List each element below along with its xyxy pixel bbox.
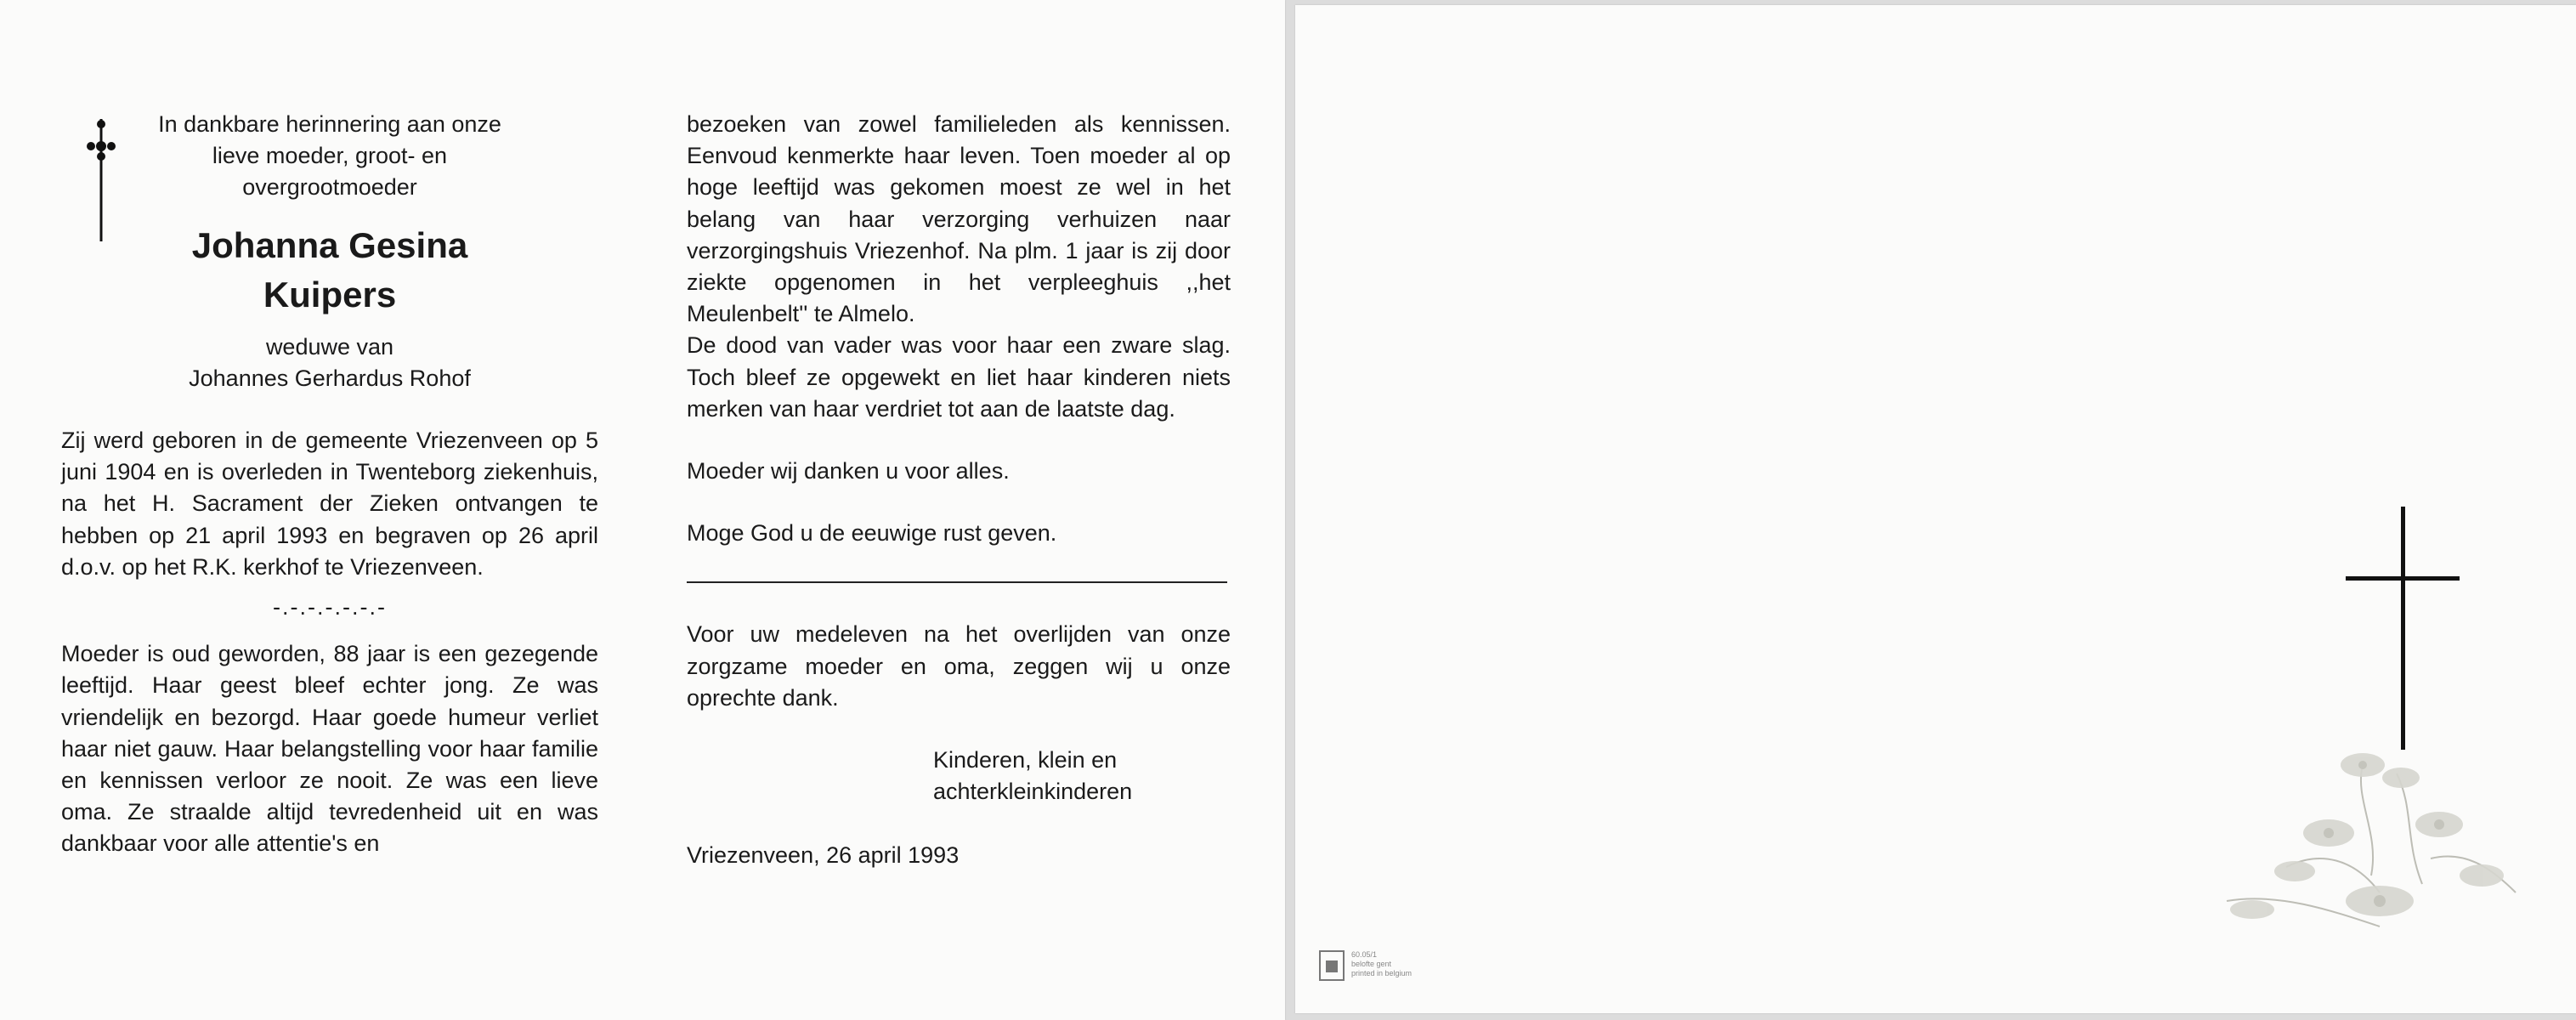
- flowers-illustration-icon: [2159, 731, 2533, 960]
- widow-info: [61, 332, 598, 394]
- deceased-name: [61, 221, 598, 320]
- printer-logo-icon: [1319, 950, 1345, 981]
- divider-line: [687, 581, 1227, 583]
- signature-line: achterkleinkinderen: [933, 779, 1133, 805]
- father-paragraph: De dood van vader was voor haar een zware slag. Toch bleef ze opgewekt en liet haar kinderen niets merken van haar verdriet tot aan de laatste dag.: [687, 332, 1231, 422]
- cross-icon: [2344, 505, 2463, 751]
- separator: -.-.-.-.-.-.-: [273, 594, 387, 620]
- printer-code: 60.05/1: [1351, 950, 1378, 959]
- memory-paragraph: Moeder is oud geworden, 88 jaar is een gezegende leeftijd. Haar geest bleef echter jong. Ze was vriendelijk en bezorgd. Haar goede humeur verliet haar niet gauw. Haar belangstelling voor haar familie en kennissen verloor ze nooit. Ze was een lieve oma. Ze straalde altijd tevredenheid uit en was dankbaar voor alle attentie's en: [61, 641, 598, 857]
- signature-line: Kinderen, klein en: [933, 747, 1118, 774]
- bio-paragraph: Zij werd geboren in de gemeente Vriezenveen op 5 juni 1904 en is overleden in Twenteborg ziekenhuis, na het H. Sacrament der Zieken ontvangen te hebben op 21 april 1993 en begraven op 26 april d.o.v. op het R.K. kerkhof te Vriezenveen.: [61, 428, 598, 580]
- widow-label: weduwe van: [265, 333, 394, 360]
- prayer-line: Moge God u de eeuwige rust geven.: [687, 520, 1057, 547]
- right-column: [687, 109, 1231, 872]
- intro-line: overgrootmoeder: [242, 174, 417, 201]
- first-names: Johanna Gesina: [191, 224, 468, 265]
- printer-imprint: [1351, 950, 1412, 978]
- printer-name: belofte gent: [1351, 960, 1392, 968]
- printer-origin: printed in belgium: [1351, 969, 1413, 978]
- acknowledgement-text: Voor uw medeleven na het overlijden van onze zorgzame moeder en oma, zeggen wij u onze oprechte dank.: [687, 621, 1231, 711]
- surname: Kuipers: [263, 274, 397, 314]
- left-column: [61, 109, 598, 860]
- spouse-name: Johannes Gerhardus Rohof: [189, 365, 471, 391]
- intro-text: [61, 109, 598, 204]
- memory-paragraph-continued: bezoeken van zowel familieleden als kennissen. Eenvoud kenmerkte haar leven. Toen moeder al op hoge leeftijd was gekomen moest ze wel in het belang van haar verzorging verhuizen naar verzorgingshuis Vriezenhof. Na plm. 1 jaar is zij door ziekte opgenomen in het verpleeghuis ,,het Meulenbelt'' te Almelo.: [687, 111, 1231, 327]
- thanks-line: Moeder wij danken u voor alles.: [687, 458, 1010, 484]
- intro-line: lieve moeder, groot- en: [212, 143, 448, 169]
- signature: [933, 745, 1231, 808]
- intro-line: In dankbare herinnering aan onze: [158, 111, 501, 137]
- place-date: Vriezenveen, 26 april 1993: [687, 842, 960, 869]
